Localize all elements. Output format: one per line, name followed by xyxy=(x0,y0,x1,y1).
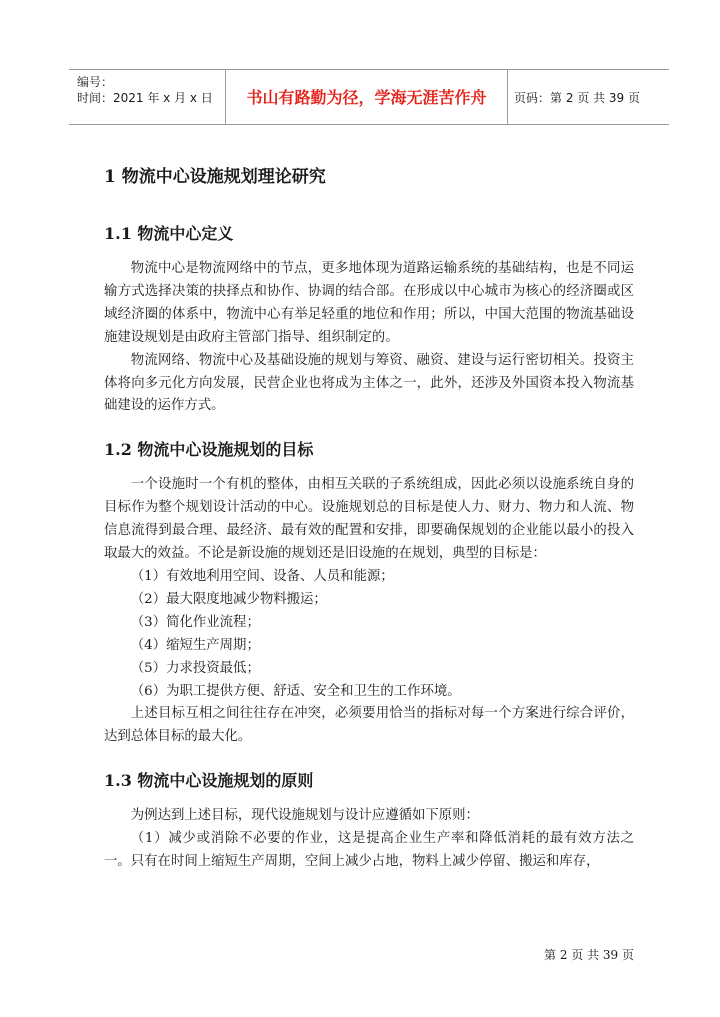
number-label: 编号： xyxy=(77,75,114,89)
section-heading-1-2: 1.2 物流中心设施规划的目标 xyxy=(104,440,314,460)
list-item: （6）为职工提供方便、舒适、安全和卫生的工作环境。 xyxy=(130,683,461,699)
page-footer: 第 2 页 共 39 页 xyxy=(544,948,634,962)
paragraph: （1）减少或消除不必要的作业，这是提高企业生产率和降低消耗的最有效方法之一。只有在时间上缩短生产周期，空间上减少占地，物料上减少停留、搬运和库存， xyxy=(104,831,634,870)
paragraph: 上述目标互相之间往往存在冲突，必须要用恰当的指标对每一个方案进行综合评价，达到总体目标的最大化。 xyxy=(104,706,634,745)
list-item: （3）简化作业流程； xyxy=(130,614,260,630)
motto-text: 书山有路勤为径，学海无涯苦作舟 xyxy=(246,88,487,107)
page-header xyxy=(69,69,669,125)
list-item: （5）力求投资最低； xyxy=(130,660,260,676)
list-item: （4）缩短生产周期； xyxy=(130,637,260,653)
paragraph: 一个设施时一个有机的整体，由相互关联的子系统组成，因此必须以设施系统自身的目标作为整个规划设计活动的中心。设施规划总的目标是使人力、财力、物力和人流、物信息流得到最合理、最经济、最有效的配置和安排，即要确保规划的企业能以最小的投入取最大的效益。不论是新设施的规划还是旧设施的在规划，典型的目标是： xyxy=(104,477,634,562)
list-item: （2）最大限度地减少物料搬运； xyxy=(130,591,327,607)
page-number-label: 页码：第 2 页 共 39 页 xyxy=(514,91,640,105)
header-page-cell xyxy=(508,70,669,124)
list-item: （1）有效地利用空间、设备、人员和能源； xyxy=(130,568,394,584)
document-body xyxy=(104,160,634,874)
header-info-cell xyxy=(69,70,226,124)
header-motto-cell xyxy=(226,70,508,124)
paragraph: 物流网络、物流中心及基础设施的规划与筹资、融资、建设与运行密切相关。投资主体将向多元化方向发展，民营企业也将成为主体之一，此外，还涉及外国资本投入物流基础建设的运作方式。 xyxy=(104,352,634,414)
paragraph: 物流中心是物流网络中的节点，更多地体现为道路运输系统的基础结构，也是不同运输方式选择决策的抉择点和协作、协调的结合部。在形成以中心城市为核心的经济圈或区域经济圈的体系中，物流中心有举足轻重的地位和作用；所以，中国大范围的物流基础设施建设规划是由政府主管部门指导、组织制定的。 xyxy=(104,261,634,345)
section-heading-1-1: 1.1 物流中心定义 xyxy=(104,224,234,243)
section-heading-1-3: 1.3 物流中心设施规划的原则 xyxy=(104,771,314,791)
chapter-heading: 1 物流中心设施规划理论研究 xyxy=(104,167,326,187)
paragraph: 为例达到上述目标，现代设施规划与设计应遵循如下原则： xyxy=(130,808,479,824)
time-label: 时间：2021 年 x 月 x 日 xyxy=(77,91,213,105)
